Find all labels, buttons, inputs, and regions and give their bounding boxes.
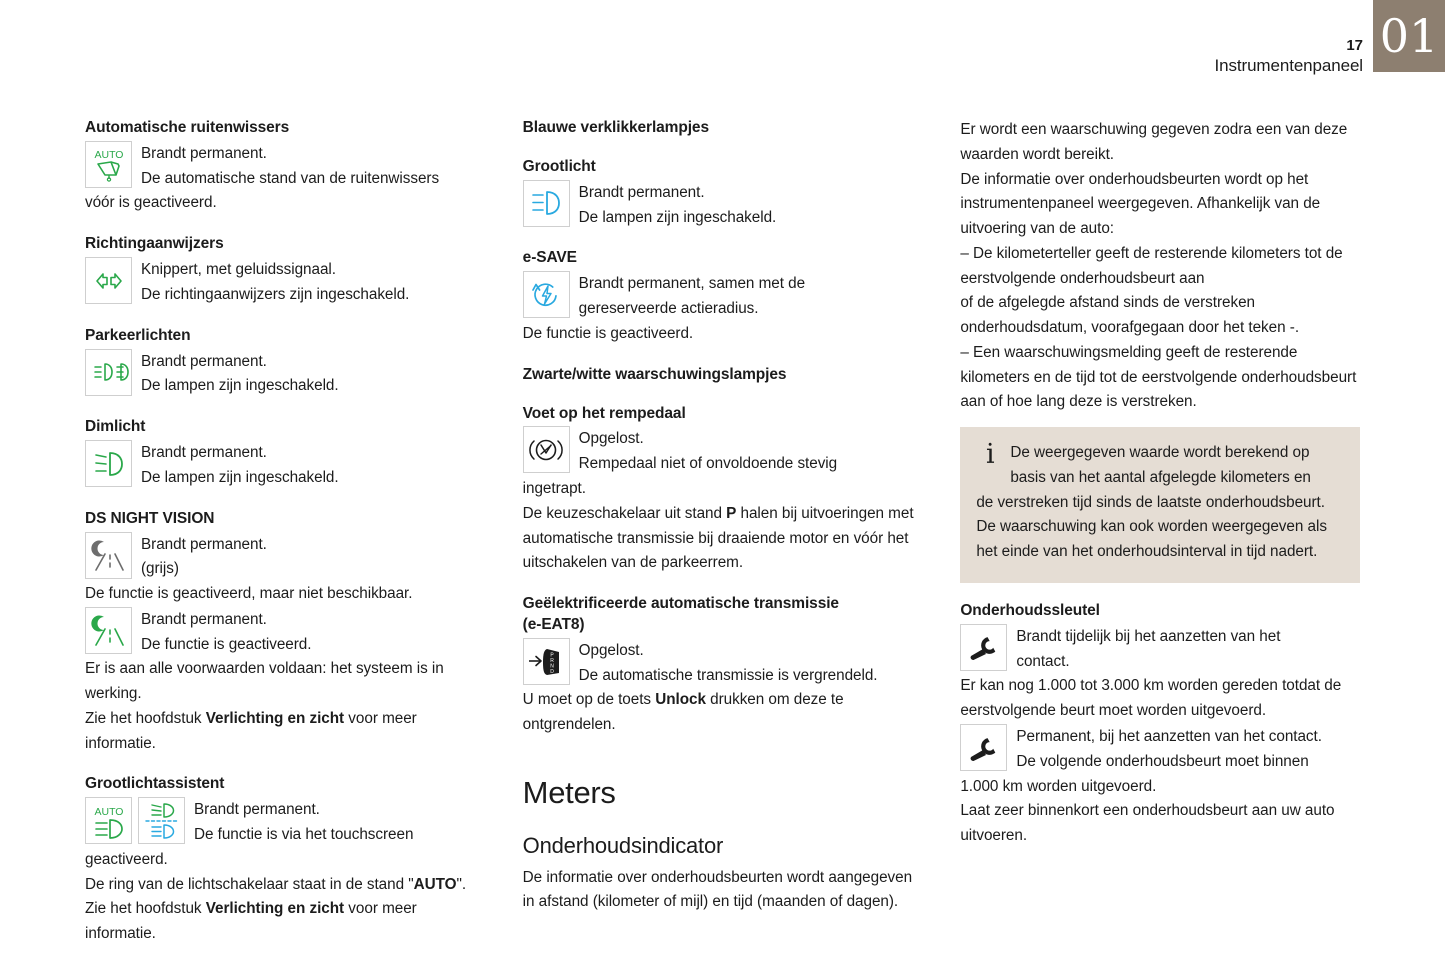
high-beam-assist-icon-pair: [85, 797, 185, 844]
page-number: 17: [1346, 37, 1363, 54]
auto-wipers-line1: Brandt permanent.: [141, 144, 267, 162]
row-low-beam: [85, 440, 485, 491]
night-vision-gray-icon: [85, 532, 132, 579]
high-beam-assist-line2: De functie is via het touchscreen: [194, 826, 414, 844]
parking-lights-line2: De lampen zijn ingeschakeld.: [141, 377, 339, 395]
p-bold: P: [726, 504, 737, 522]
heading-meters: Meters: [522, 774, 616, 810]
high-beam-assist-icon: [138, 797, 185, 844]
row-brake-pedal: [523, 426, 923, 477]
wrench-temp-line1: Brandt tijdelijk bij het aanzetten van het: [1016, 627, 1281, 645]
row-wrench-temporary: [960, 624, 1360, 675]
turn-signals-line2: De richtingaanwijzers zijn ingeschakeld.: [141, 285, 410, 303]
selector-prefix: De keuzeschakelaar uit stand: [522, 504, 727, 522]
brake-pedal-icon: [523, 426, 570, 473]
high-beam-blue-text: [579, 180, 923, 231]
e-save-line2: gereserveerde actieradius.: [578, 300, 759, 318]
column-3: [960, 118, 1360, 947]
svg-text:P: P: [550, 652, 554, 659]
parking-lights-line1: Brandt permanent.: [141, 352, 267, 370]
info-callout-first-text: De weergegeven waarde wordt berekend op basis van het aantal afgelegde kilometers en: [1010, 444, 1311, 486]
auto-bold: AUTO: [413, 875, 457, 893]
row-e-save: [523, 271, 923, 322]
high-beam-assist-continuation-1: geactiveerd.: [85, 850, 168, 868]
section-title: Instrumentenpaneel: [1214, 55, 1363, 75]
high-beam-assist-text: [194, 797, 485, 848]
content-columns: [85, 118, 1360, 947]
maintenance-intro-paragraph: De informatie over onderhoudsbeurten wordt aangegeven in afstand (kilometer of mijl) en tijd (maanden of dagen).: [522, 868, 913, 911]
heading-dimlicht: Dimlicht: [85, 418, 146, 436]
see-suffix-2: voor meer informatie.: [85, 900, 417, 943]
e-save-continuation: De functie is geactiveerd.: [522, 324, 694, 342]
heading-richtingaanwijzers: Richtingaanwijzers: [85, 235, 224, 253]
svg-text:R: R: [550, 658, 554, 665]
heading-ds-night-vision: DS NIGHT VISION: [85, 509, 215, 527]
wrench-temporary-text: [1016, 624, 1360, 675]
high-beam-blue-line2: De lampen zijn ingeschakeld.: [578, 208, 777, 226]
wrench-icon: [960, 624, 1007, 671]
light-switch-suffix: ".: [456, 875, 467, 893]
e-eat8-heading-line2: (e-EAT8): [522, 615, 585, 633]
heading-voet-op-het-rempedaal: Voet op het rempedaal: [522, 404, 686, 422]
light-switch-prefix: De ring van de lichtschakelaar staat in de stand ": [85, 875, 414, 893]
see-bold-2: Verlichting en zicht: [205, 900, 345, 918]
brake-pedal-continuation-a: ingetrapt.: [522, 479, 586, 497]
brake-pedal-line1: Opgelost.: [578, 430, 644, 448]
heading-e-save: e-SAVE: [522, 249, 577, 267]
night-vision-green-line2: De functie is geactiveerd.: [141, 635, 312, 653]
high-beam-assist-continuation-2: [85, 873, 485, 898]
brake-pedal-text: [579, 426, 923, 477]
column-1: [85, 118, 485, 947]
wrench-perm-line1: Permanent, bij het aanzetten van het contact.: [1016, 728, 1322, 745]
see-prefix-2: Zie het hoofdstuk: [85, 900, 206, 918]
gear-lock-line1: Opgelost.: [578, 641, 644, 659]
night-vision-gray-line2: (grijs): [141, 560, 179, 578]
turn-signals-line1: Knippert, met geluidssignaal.: [141, 261, 336, 279]
svg-text:AUTO: AUTO: [94, 149, 123, 162]
see-bold-1: Verlichting en zicht: [205, 709, 345, 727]
turn-signal-arrows-icon: [85, 257, 132, 304]
wrench-perm-line2: De volgende onderhoudsbeurt moet binnen: [1016, 752, 1309, 770]
night-vision-green-icon: [85, 607, 132, 654]
high-beam-see-chapter: [85, 897, 485, 947]
parking-lights-text: [141, 349, 485, 400]
warning-paragraph-2: De informatie over onderhoudsbeurten wordt op het instrumentenpaneel weergegeven. Afhankelijk van de uitvoering van de auto:: [960, 170, 1321, 238]
night-vision-see-chapter: [85, 707, 485, 757]
low-beam-text: [141, 440, 485, 491]
heading-onderhoudssleutel: Onderhoudssleutel: [960, 602, 1100, 620]
wrench-temporary-continuation: Er kan nog 1.000 tot 3.000 km worden gereden totdat de eerstvolgende beurt moet worden uitgevoerd.: [960, 677, 1342, 720]
unlock-prefix: U moet op de toets: [522, 691, 656, 709]
night-vision-gray-text: [141, 532, 485, 583]
warning-paragraph-1: Er wordt een waarschuwing gegeven zodra een van deze waarden wordt bereikt.: [960, 121, 1348, 163]
auto-wipers-line2: De automatische stand van de ruitenwissers: [141, 169, 440, 187]
unlock-bold: Unlock: [655, 691, 706, 709]
heading-onderhoudsindicator: Onderhoudsindicator: [522, 833, 724, 859]
e-eat8-heading-line1: Geëlektrificeerde automatische transmissie: [522, 595, 839, 613]
wrench-permanent-text: [1016, 724, 1360, 775]
info-callout-rest-1: de verstreken tijd sinds de laatste onderhoudsbeurt.: [976, 493, 1325, 511]
gear-selector-lock-text: [579, 638, 923, 689]
unlock-suffix: drukken om deze te ontgrendelen.: [522, 691, 844, 734]
high-beam-blue-icon: [523, 180, 570, 227]
heading-blauwe-verklikkerlampjes: Blauwe verklikkerlampjes: [522, 119, 709, 136]
auto-wiper-icon: [85, 141, 132, 188]
row-high-beam-blue: [523, 180, 923, 231]
info-callout-rest-2: De waarschuwing kan ook worden weergegeven als het einde van het onderhoudsinterval in tijd nadert.: [976, 518, 1327, 561]
wrench-temp-line2: contact.: [1016, 652, 1070, 670]
low-beam-icon: [85, 440, 132, 487]
heading-grootlicht: Grootlicht: [522, 157, 596, 175]
row-wrench-permanent: [960, 724, 1360, 775]
see-suffix-1: voor meer informatie.: [85, 709, 417, 752]
svg-text:N: N: [550, 663, 554, 670]
svg-text:AUTO: AUTO: [94, 805, 123, 818]
row-gear-selector-lock: [523, 638, 923, 689]
gear-lock-line2: De automatische transmissie is vergrendeld.: [578, 666, 878, 684]
row-parking-lights: [85, 349, 485, 400]
brake-pedal-continuation-b: [523, 502, 923, 576]
parking-lights-icon: [85, 349, 132, 396]
row-night-vision-gray: [85, 532, 485, 583]
night-vision-green-text: [141, 607, 485, 658]
gear-selector-lock-icon: [523, 638, 570, 685]
turn-signals-text: [141, 257, 485, 308]
brake-pedal-line2: Rempedaal niet of onvoldoende stevig: [578, 455, 838, 473]
row-auto-wipers: [85, 141, 485, 192]
column-2: [523, 118, 923, 947]
e-save-icon: [523, 271, 570, 318]
night-vision-gray-continuation: De functie is geactiveerd, maar niet beschikbaar.: [85, 585, 413, 603]
page-header: [1215, 0, 1445, 77]
row-high-beam-assist: [85, 797, 485, 848]
see-prefix-1: Zie het hoofdstuk: [85, 709, 206, 727]
night-vision-green-line1: Brandt permanent.: [141, 610, 267, 628]
row-night-vision-green: [85, 607, 485, 658]
bullet-odometer-line1: – De kilometerteller geeft de resterende kilometers tot de eerstvolgende onderhoudsbeurt aan: [960, 244, 1343, 287]
high-beam-assist-line1: Brandt permanent.: [194, 801, 320, 819]
info-i-icon: i: [986, 439, 995, 471]
row-turn-signals: [85, 257, 485, 308]
e-save-text: [579, 271, 923, 322]
night-vision-green-continuation: Er is aan alle voorwaarden voldaan: het systeem is in werking.: [85, 660, 444, 703]
info-callout-box: [960, 427, 1360, 583]
wrench-permanent-continuation: 1.000 km worden uitgevoerd.: [960, 777, 1157, 795]
bullet-odometer-line2: of de afgelegde afstand sinds de verstreken onderhoudsdatum, voorafgegaan door het teken -.: [960, 294, 1300, 337]
low-beam-line2: De lampen zijn ingeschakeld.: [141, 468, 339, 486]
heading-parkeerlichten: Parkeerlichten: [85, 326, 191, 344]
heading-automatische-ruitenwissers: Automatische ruitenwissers: [85, 119, 290, 136]
service-soon-paragraph: Laat zeer binnenkort een onderhoudsbeurt aan uw auto uitvoeren.: [960, 802, 1335, 845]
auto-wipers-text: [141, 141, 485, 192]
gear-lock-continuation: [523, 688, 923, 738]
wrench-icon: [960, 724, 1007, 771]
heading-zwarte-witte-waarschuwingslampjes: Zwarte/witte waarschuwingslampjes: [522, 365, 787, 383]
high-beam-blue-line1: Brandt permanent.: [578, 183, 705, 201]
chapter-number-badge: 01: [1373, 0, 1445, 72]
info-callout-first-block: [976, 441, 1344, 491]
heading-e-eat8: [523, 594, 923, 636]
e-save-line1: Brandt permanent, samen met de: [578, 275, 806, 293]
heading-grootlichtassistent: Grootlichtassistent: [85, 775, 225, 793]
bullet-warning-message: – Een waarschuwingsmelding geeft de resterende kilometers en de tijd tot de eerstvolgende onderhoudsbeurt aan of hoe lang deze is verstreken.: [960, 343, 1357, 411]
auto-high-beam-icon: [85, 797, 132, 844]
selector-suffix: halen bij uitvoeringen met automatische transmissie bij draaiende motor en vóór het uitschakelen van de parkeerrem.: [522, 504, 914, 572]
auto-wipers-continuation: vóór is geactiveerd.: [85, 194, 217, 212]
svg-text:D: D: [550, 669, 554, 676]
night-vision-gray-line1: Brandt permanent.: [141, 535, 267, 553]
header-text-block: [1215, 0, 1373, 77]
low-beam-line1: Brandt permanent.: [141, 444, 267, 462]
